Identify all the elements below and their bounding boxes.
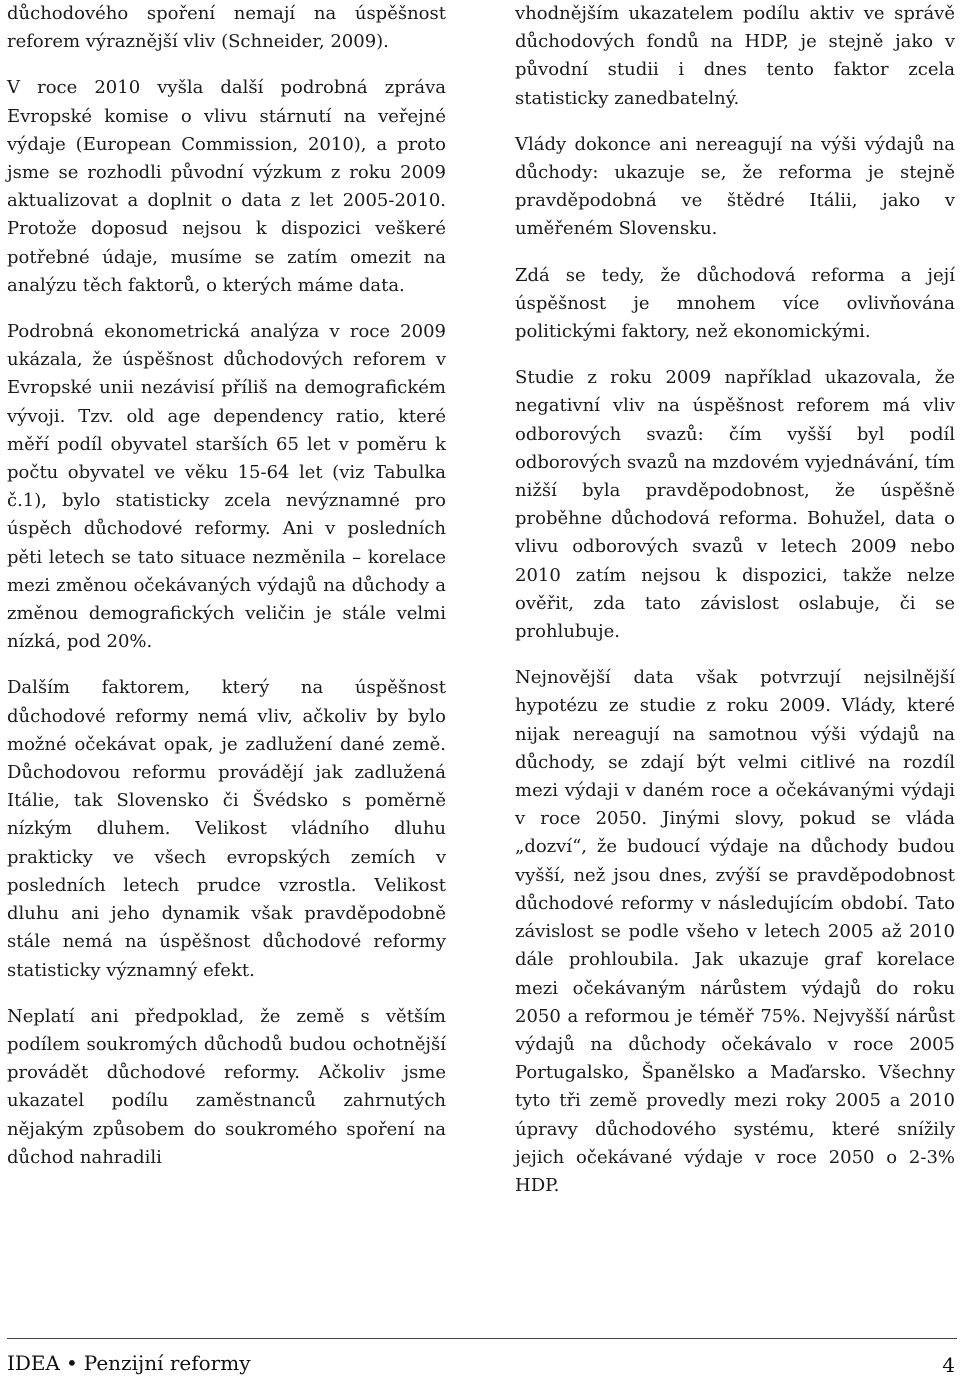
paragraph: důchodového spoření nemají na úspěšnost reforem výraznější vliv (Schneider, 2009). bbox=[7, 3, 446, 53]
footer-divider bbox=[7, 1338, 957, 1339]
paragraph: Vlády dokonce ani nereagují na výši výdajů na důchody: ukazuje se, že reforma je stejně pravděpodobná ve štědré Itálii, jako v uměřeném Slovensku. bbox=[515, 133, 955, 240]
paragraph: Nejnovější data však potvrzují nejsilnější hypotézu ze studie z roku 2009. Vlády, které nijak nereagují na samotnou výši výdajů na důchody, se zdají být velmi citlivé na rozdíl mezi výdaji v daném roce a očekávanými výdaji v roce 2050. Jinými slovy, pokud se vláda „dozví“, že budoucí výdaje na důchody budou vyšší, než jsou dnes, zvýší se pravděpodobnost důchodové reformy v následujícím období. Tato závislost se podle všeho v letech 2005 až 2010 dále prohloubila. Jak ukazuje graf korelace mezi očekávaným nárůstem výdajů do roku 2050 a reformou je téměř 75%. Nejvyšší nárůst výdajů na důchody očekávalo v roce 2005 Portugalsko, Španělsko a Maďarsko. Všechny tyto tři země provedly mezi roky 2005 a 2010 úpravy důchodového systému, které snížily jejich očekávané výdaje v roce 2050 o 2-3% HDP. bbox=[515, 667, 955, 1196]
paragraph: V roce 2010 vyšla další podrobná zpráva Evropské komise o vlivu stárnutí na veřejné výdaje (European Commission, 2010), a proto jsme se rozhodli původní výzkum z roku 2009 aktualizovat a doplnit o data z let 2005-2010. Protože doposud nejsou k dispozici veškeré potřebné údaje, musíme se zatím omezit na analýzu těch faktorů, o kterých máme data. bbox=[7, 77, 446, 296]
paragraph: Studie z roku 2009 například ukazovala, že negativní vliv na úspěšnost reforem má vliv odborových svazů: čím vyšší byl podíl odborových svazů na mzdovém vyjednávání, tím nižší byla pravděpodobnost, že úspěšně proběhne důchodová reforma. Bohužel, data o vlivu odborových svazů v letech 2009 nebo 2010 zatím nejsou k dispozici, takže nelze ověřit, zda tato závislost oslabuje, či se prohlubuje. bbox=[515, 367, 955, 643]
paragraph: Dalším faktorem, který na úspěšnost důchodové reformy nemá vliv, ačkoliv by bylo možné očekávat opak, je zadlužení dané země. Důchodovou reformu provádějí jak zadlužená Itálie, tak Slovensko či Švédsko s poměrně nízkým dluhem. Velikost vládního dluhu prakticky ve všech evropských zemích v posledních letech prudce vzrostla. Velikost dluhu ani jeho dynamik však pravděpodobně stále nemá na úspěšnost důchodové reformy statisticky významný efekt. bbox=[7, 677, 446, 981]
right-column bbox=[515, 0, 955, 1218]
footer-title bbox=[7, 1350, 251, 1376]
left-column bbox=[7, 0, 446, 1190]
footer-document-title: Penzijní reformy bbox=[83, 1351, 251, 1375]
footer-separator: • bbox=[65, 1351, 78, 1375]
page-number: 4 bbox=[942, 1353, 955, 1377]
paragraph: Podrobná ekonometrická analýza v roce 2009 ukázala, že úspěšnost důchodových reforem v Evropské unii nezávisí příliš na demografickém vývoji. Tzv. old age dependency ratio, které měří podíl obyvatel starších 65 let v poměru k počtu obyvatel ve věku 15-64 let (viz Tabulka č.1), bylo statisticky zcela nevýznamné pro úspěch důchodové reformy. Ani v posledních pěti letech se tato situace nezměnila – korelace mezi změnou očekávaných výdajů na důchody a změnou demografických veličin je stále velmi nízká, pod 20%. bbox=[7, 321, 446, 653]
paragraph: vhodnějším ukazatelem podílu aktiv ve správě důchodových fondů na HDP, je stejně jako v původní studii i dnes tento faktor zcela statisticky zanedbatelný. bbox=[515, 3, 955, 109]
footer-brand: IDEA bbox=[7, 1351, 60, 1375]
paragraph: Zdá se tedy, že důchodová reforma a její úspěšnost je mnohem více ovlivňována politickými faktory, než ekonomickými. bbox=[515, 264, 955, 343]
paragraph: Neplatí ani předpoklad, že země s větším podílem soukromých důchodů budou ochotnější provádět důchodové reformy. Ačkoliv jsme ukazatel podílu zaměstnanců zahrnutých nějakým způsobem do soukromého spoření na důchod nahradili bbox=[7, 1005, 446, 1168]
